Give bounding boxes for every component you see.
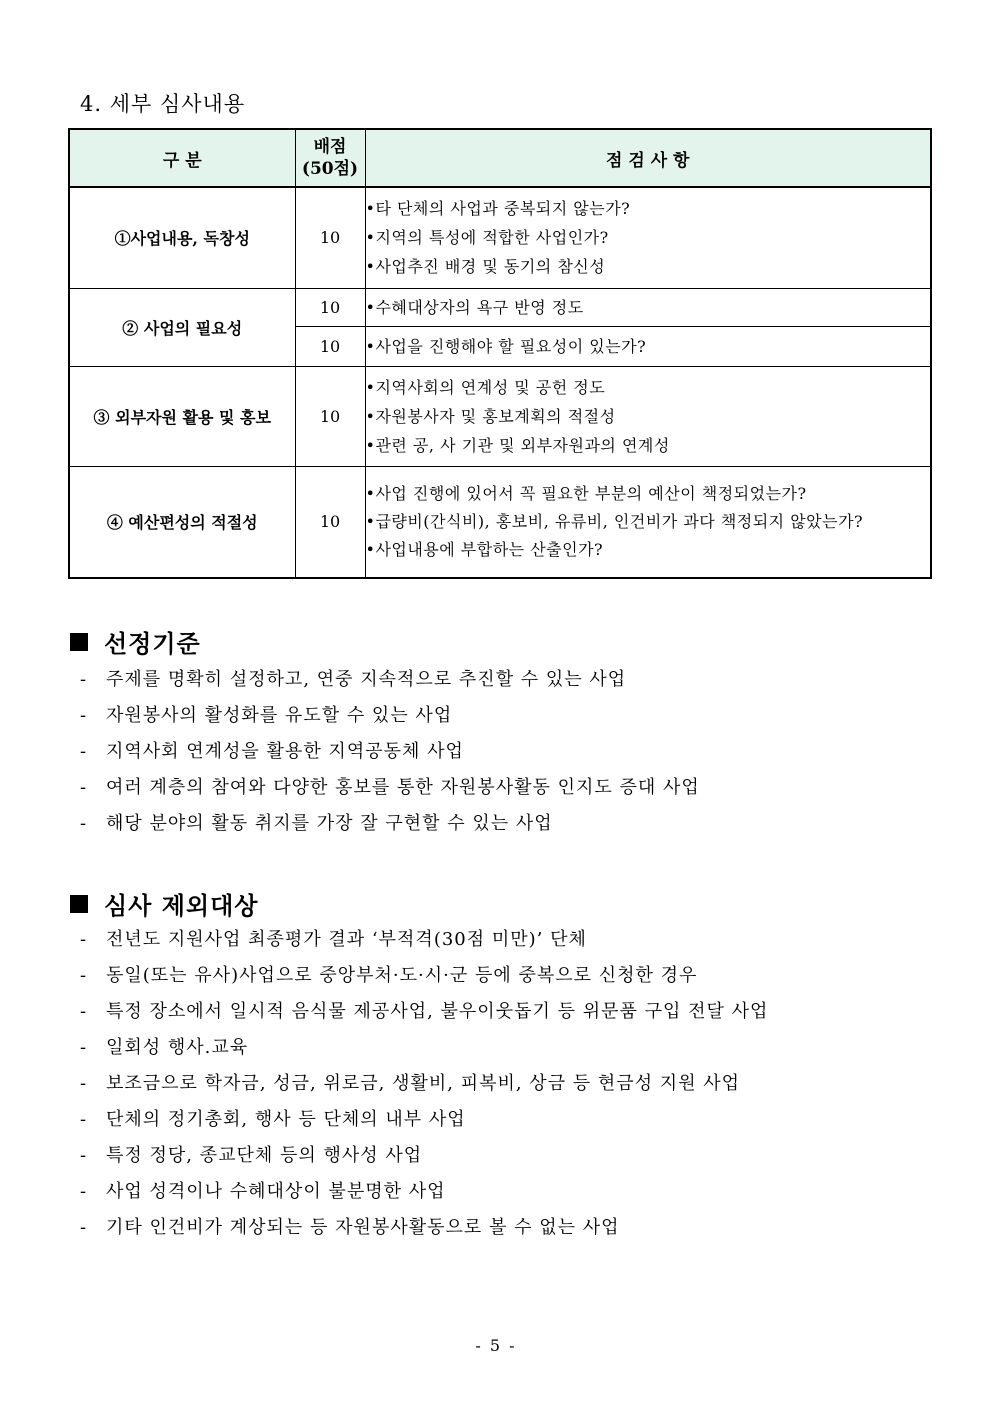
selection-title: 선정기준 <box>104 629 201 658</box>
review-criteria-table <box>68 128 932 579</box>
dash-icon: - <box>80 777 88 798</box>
list-item: - 주제를 명확히 설정하고, 연중 지속적으로 추진할 수 있는 사업 <box>80 666 700 702</box>
table-row <box>69 366 931 466</box>
list-item: •사업내용에 부합하는 산출인가? <box>365 539 604 559</box>
table-row <box>69 288 931 326</box>
dash-icon: - <box>80 669 88 690</box>
row2a-score: 10 <box>295 288 365 326</box>
black-square-icon <box>70 633 88 651</box>
dash-icon: - <box>80 929 88 950</box>
list-item: •수혜대상자의 욕구 반영 정도 <box>365 297 584 317</box>
list-item: - 단체의 정기총회, 행사 등 단체의 내부 사업 <box>80 1106 768 1142</box>
table-header-row <box>69 129 931 187</box>
section-title: 4. 세부 심사내용 <box>80 92 246 116</box>
list-item: •급량비(간식비), 홍보비, 유류비, 인건비가 과다 책정되지 않았는가? <box>365 511 864 531</box>
dash-icon: - <box>80 741 88 762</box>
header-score <box>295 129 365 187</box>
list-item: •자원봉사자 및 홍보계획의 적절성 <box>365 406 616 426</box>
table-row <box>69 466 931 578</box>
row1-items <box>365 187 931 288</box>
list-item: •사업추진 배경 및 동기의 참신성 <box>365 257 606 277</box>
list-item: - 기타 인건비가 계상되는 등 자원봉사활동으로 볼 수 없는 사업 <box>80 1214 768 1250</box>
exclusion-list <box>80 926 768 1250</box>
list-item: •사업 진행에 있어서 꼭 필요한 부분의 예산이 책정되었는가? <box>365 483 807 503</box>
row2b-item <box>365 326 931 366</box>
row4-score: 10 <box>295 466 365 578</box>
list-item: •지역의 특성에 적합한 사업인가? <box>365 228 609 248</box>
dash-icon: - <box>80 1073 88 1094</box>
row3-category: ③ 외부자원 활용 및 홍보 <box>69 366 295 466</box>
row1-score: 10 <box>295 187 365 288</box>
selection-list <box>80 666 700 846</box>
list-item: •관련 공, 사 기관 및 외부자원과의 연계성 <box>365 435 670 455</box>
dash-icon: - <box>80 1037 88 1058</box>
row4-items <box>365 466 931 578</box>
row2b-score: 10 <box>295 326 365 366</box>
list-item: - 지역사회 연계성을 활용한 지역공동체 사업 <box>80 738 700 774</box>
dash-icon: - <box>80 1181 88 1202</box>
header-score-line2: (50점) <box>301 159 359 179</box>
list-item: - 여러 계층의 참여와 다양한 홍보를 통한 자원봉사활동 인지도 증대 사업 <box>80 774 700 810</box>
row4-category: ④ 예산편성의 적절성 <box>69 466 295 578</box>
list-item: - 동일(또는 유사)사업으로 중앙부처·도·시·군 등에 중복으로 신청한 경우 <box>80 962 768 998</box>
list-item: •사업을 진행해야 할 필요성이 있는가? <box>365 336 647 356</box>
header-category: 구 분 <box>69 129 295 187</box>
list-item: - 해당 분야의 활동 취지를 가장 잘 구현할 수 있는 사업 <box>80 810 700 846</box>
dash-icon: - <box>80 1145 88 1166</box>
dash-icon: - <box>80 1217 88 1238</box>
exclusion-title: 심사 제외대상 <box>104 891 259 920</box>
list-item: - 자원봉사의 활성화를 유도할 수 있는 사업 <box>80 702 700 738</box>
black-square-icon <box>70 895 88 913</box>
list-item: •타 단체의 사업과 중복되지 않는가? <box>365 199 631 219</box>
list-item: - 전년도 지원사업 최종평가 결과 ‘부적격(30점 미만)’ 단체 <box>80 926 768 962</box>
dash-icon: - <box>80 965 88 986</box>
dash-icon: - <box>80 1109 88 1130</box>
list-item: - 특정 장소에서 일시적 음식물 제공사업, 불우이웃돕기 등 위문품 구입 전달 사업 <box>80 998 768 1034</box>
list-item: - 특정 정당, 종교단체 등의 행사성 사업 <box>80 1142 768 1178</box>
selection-heading <box>70 624 201 659</box>
row2-category: ② 사업의 필요성 <box>69 288 295 366</box>
row3-score: 10 <box>295 366 365 466</box>
dash-icon: - <box>80 705 88 726</box>
row3-items <box>365 366 931 466</box>
dash-icon: - <box>80 813 88 834</box>
header-score-line1: 배점 <box>313 137 347 157</box>
page-number: - 5 - <box>475 1336 517 1355</box>
dash-icon: - <box>80 1001 88 1022</box>
exclusion-heading <box>70 886 258 921</box>
list-item: - 일회성 행사.교육 <box>80 1034 768 1070</box>
list-item: •지역사회의 연계성 및 공헌 정도 <box>365 377 606 397</box>
list-item: - 사업 성격이나 수혜대상이 불분명한 사업 <box>80 1178 768 1214</box>
row2a-item <box>365 288 931 326</box>
table-row <box>69 187 931 288</box>
row1-category: ①사업내용, 독창성 <box>69 187 295 288</box>
list-item: - 보조금으로 학자금, 성금, 위로금, 생활비, 피복비, 상금 등 현금성 지원 사업 <box>80 1070 768 1106</box>
header-items: 점 검 사 항 <box>365 129 931 187</box>
